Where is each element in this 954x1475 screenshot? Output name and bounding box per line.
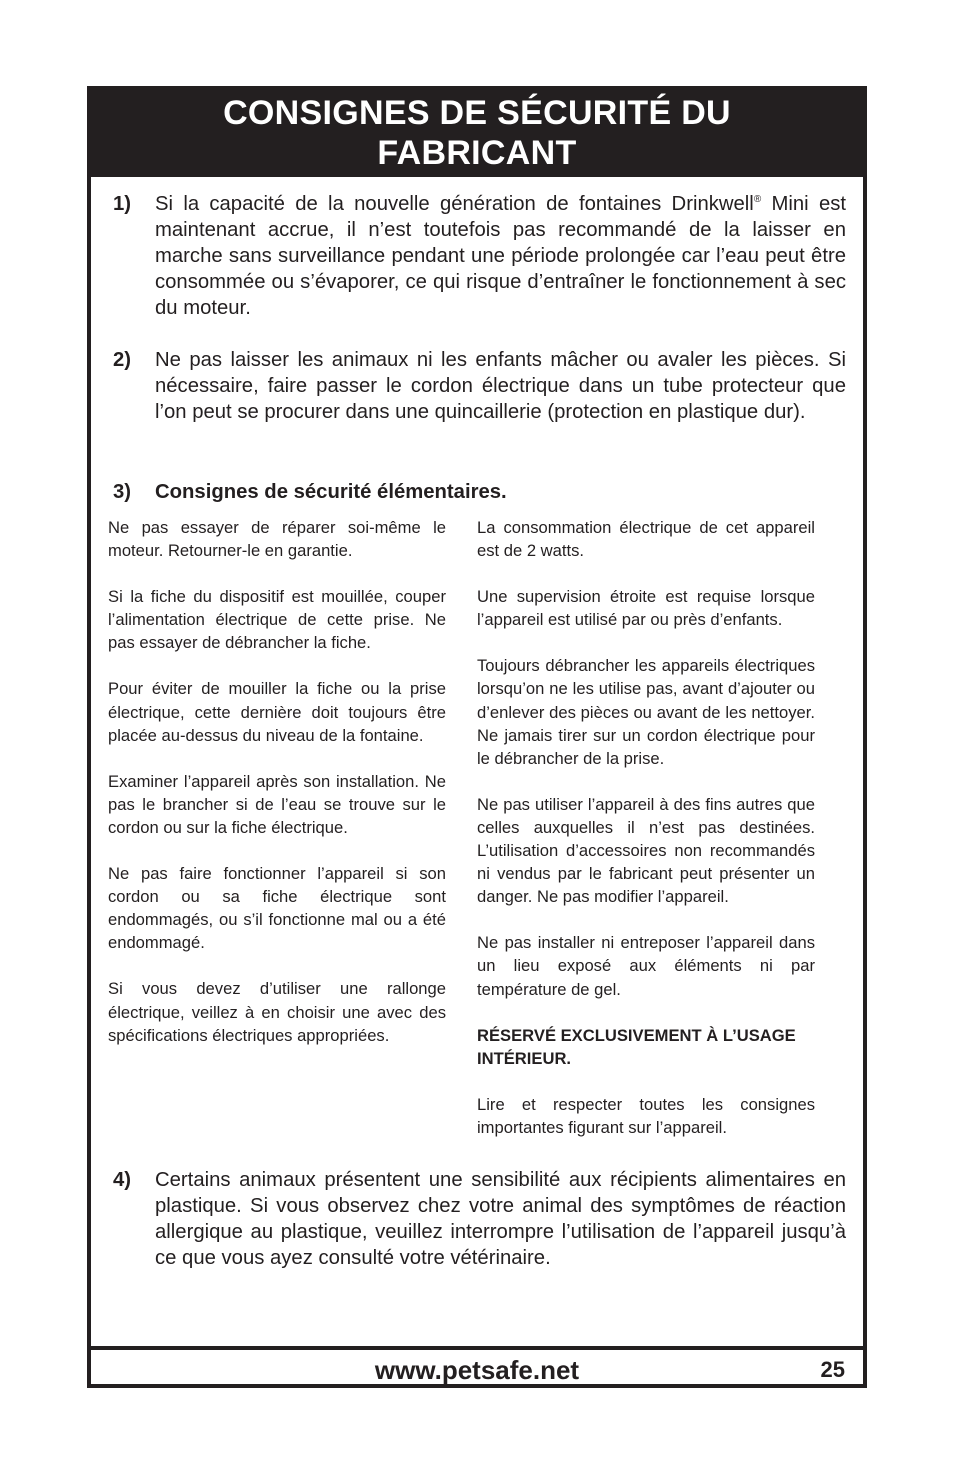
right-paragraph-5: Ne pas installer ni entreposer l’appareil dans un lieu exposé aux éléments ni par température de gel. (477, 933, 815, 999)
left-paragraph-6: Si vous devez d’utiliser une rallonge électrique, veillez à en choisir une avec des spécifications électriques appropriées. (108, 979, 446, 1045)
item-text-part: Si la capacité de la nouvelle génération de fontaines Drinkwell (155, 193, 754, 215)
left-paragraph-1: Ne pas essayer de réparer soi-même le moteur. Retourner-le en garantie. (108, 518, 446, 561)
item-text (155, 191, 846, 321)
item-text: Ne pas laisser les animaux ni les enfants mâcher ou avaler les pièces. Si nécessaire, faire passer le cordon électrique dans un tube protecteur que l’on peut se procurer dans une quincaillerie (protection en plastique dur). (155, 349, 846, 423)
left-paragraph-5: Ne pas faire fonctionner l’appareil si son cordon ou sa fiche électrique sont endommagés, ou s’il fonctionne mal ou a été endommagé. (108, 864, 446, 953)
item-number: 2) (113, 349, 132, 371)
right-paragraph-4: Ne pas utiliser l’appareil à des fins autres que celles auxquelles il n’est pas destinées. L’utilisation d’accessoires non recommandés ni vendus par le fabricant peut présenter un danger. Ne pas modifier l’appareil. (477, 794, 815, 907)
page-title (91, 90, 863, 177)
right-paragraph-7: Lire et respecter toutes les consignes importantes figurant sur l’appareil. (477, 1094, 815, 1137)
item-number: 3) (113, 481, 132, 503)
item-text: Certains animaux présentent une sensibilité aux récipients alimentaires en plastique. Si vous observez chez votre animal des symptômes de réaction allergique au plastique, veuillez interrompre l’utilisation de l’appareil jusqu’à ce que vous ayez consulté votre vétérinaire. (155, 1169, 846, 1269)
registered-mark: ® (753, 194, 762, 206)
page-number: 25 (820, 1357, 845, 1382)
footer-divider (91, 1346, 863, 1350)
right-paragraph-3: Toujours débrancher les appareils électriques lorsqu’on ne les utilise pas, avant d’ajouter ou d’enlever des pièces ou avant de les nettoyer. Ne jamais tirer sur un cordon électrique pour le débrancher de la prise. (477, 656, 815, 768)
title-line-1: CONSIGNES DE SÉCURITÉ DU (223, 94, 731, 132)
item-heading: Consignes de sécurité élémentaires. (155, 481, 507, 503)
website-link[interactable]: www.petsafe.net (374, 1355, 580, 1385)
page-frame (87, 86, 867, 1388)
title-line-2: FABRICANT (377, 134, 577, 172)
right-paragraph-1: La consommation électrique de cet appareil est de 2 watts. (477, 518, 815, 561)
left-paragraph-3: Pour éviter de mouiller la fiche ou la prise électrique, cette dernière doit toujours être placée au-dessus du niveau de la fontaine. (108, 679, 446, 745)
left-paragraph-2: Si la fiche du dispositif est mouillée, couper l’alimentation électrique de cette prise. Ne pas essayer de débrancher la fiche. (108, 587, 446, 653)
item-number: 1) (113, 193, 132, 215)
indoor-use-warning: RÉSERVÉ EXCLUSIVEMENT À L’USAGE INTÉRIEUR. (477, 1025, 796, 1068)
left-paragraph-4: Examiner l’appareil après son installation. Ne pas le brancher si de l’eau se trouve sur le cordon ou sur la fiche électrique. (108, 771, 446, 837)
right-paragraph-2: Une supervision étroite est requise lorsque l’appareil est utilisé par ou près d’enfants. (477, 587, 815, 630)
item-text-part: Mini est maintenant accrue, il n’est toutefois pas recommandé de la laisser en marche sans surveillance pendant une période prolongée car l’eau peut être consommée ou s’évaporer, ce qui risque d’entraîner le fonctionnement à sec du moteur. (155, 193, 846, 319)
left-column (108, 516, 446, 1047)
item-number: 4) (113, 1169, 132, 1191)
right-column (477, 516, 815, 1139)
